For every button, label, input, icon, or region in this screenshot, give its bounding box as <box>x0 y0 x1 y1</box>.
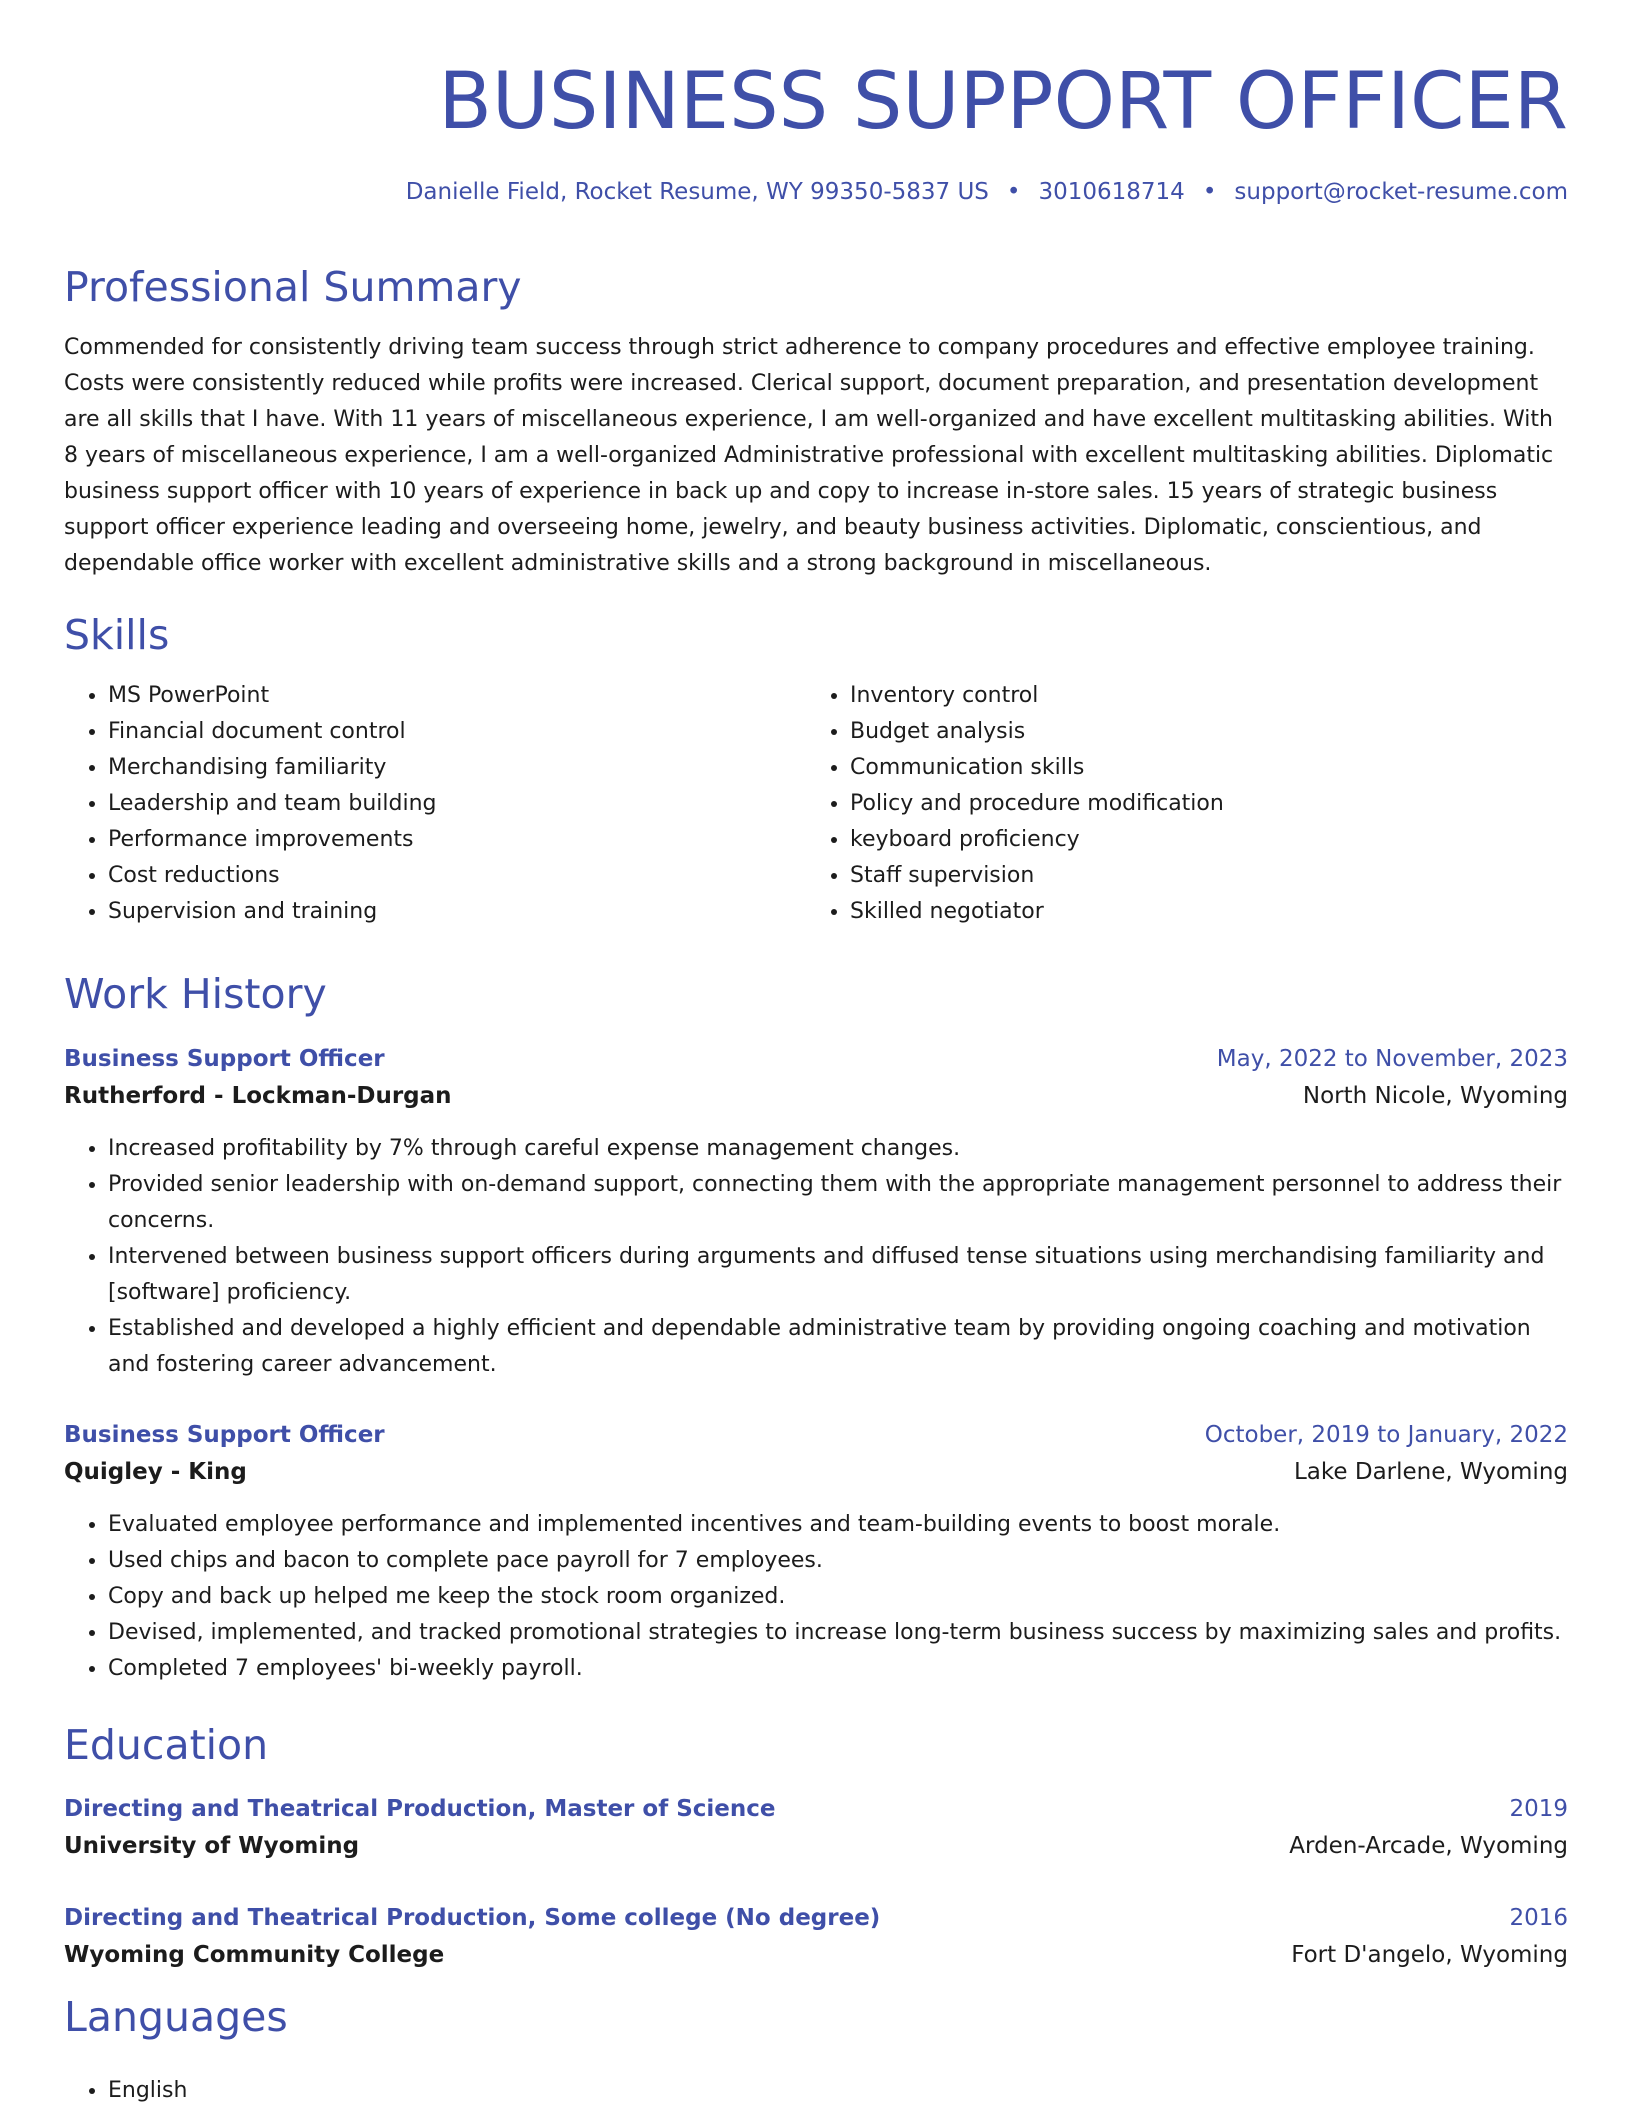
job-dates: October, 2019 to January, 2022 <box>1204 1422 1568 1448</box>
summary-heading: Professional Summary <box>64 263 522 311</box>
skill-item: • Policy and procedure modification <box>850 786 1548 822</box>
job-bullet: • Used chips and bacon to complete pace payroll for 7 employees. <box>108 1543 1568 1579</box>
education-year: 2019 <box>1509 1796 1568 1822</box>
job-title: Business Support Officer <box>64 1422 385 1448</box>
job-entry <box>64 1041 1568 1383</box>
languages-heading: Languages <box>64 1993 288 2041</box>
skill-item: • Merchandising familiarity <box>108 750 806 786</box>
job-dates: May, 2022 to November, 2023 <box>1216 1046 1568 1072</box>
education-degree: Directing and Theatrical Production, Master of Science <box>64 1796 776 1822</box>
job-bullet: • Provided senior leadership with on-demand support, connecting them with the appropriate management personnel to address their concerns. <box>108 1167 1568 1239</box>
education-location: Fort D'angelo, Wyoming <box>1291 1942 1568 1968</box>
skill-item: • keyboard proficiency <box>850 822 1548 858</box>
education-school: Wyoming Community College <box>64 1942 445 1968</box>
skill-item: • Cost reductions <box>108 858 806 894</box>
skill-item: • Performance improvements <box>108 822 806 858</box>
job-bullet: • Devised, implemented, and tracked promotional strategies to increase long-term business success by maximizing sales and profits. <box>108 1615 1568 1651</box>
language-item: • English <box>108 2073 1568 2109</box>
languages-list <box>64 2059 1568 2109</box>
education-entry <box>64 1900 1568 1974</box>
skill-item: • Budget analysis <box>850 714 1548 750</box>
contact-phone: 3010618714 <box>1038 179 1185 205</box>
job-company: Quigley - King <box>64 1459 247 1485</box>
contact-separator: • <box>1006 179 1021 205</box>
job-location: Lake Darlene, Wyoming <box>1293 1459 1568 1485</box>
job-bullet: • Established and developed a highly efficient and dependable administrative team by providing ongoing coaching and motivation and fostering career advancement. <box>108 1311 1568 1383</box>
skill-item: • Skilled negotiator <box>850 894 1548 930</box>
education-location: Arden-Arcade, Wyoming <box>1289 1833 1568 1859</box>
job-bullet: • Intervened between business support officers during arguments and diffused tense situations using merchandising familiarity and [software] proficiency. <box>108 1239 1568 1311</box>
education-school: University of Wyoming <box>64 1833 360 1859</box>
skills-column-right <box>806 678 1548 930</box>
contact-address: Danielle Field, Rocket Resume, WY 99350-5837 US <box>405 179 989 205</box>
skill-item: • Leadership and team building <box>108 786 806 822</box>
resume-title: BUSINESS SUPPORT OFFICER <box>438 57 1568 147</box>
skill-item: • Financial document control <box>108 714 806 750</box>
job-bullet: • Copy and back up helped me keep the stock room organized. <box>108 1579 1568 1615</box>
education-year: 2016 <box>1509 1905 1568 1931</box>
job-bullet: • Completed 7 employees' bi-weekly payroll. <box>108 1651 1568 1687</box>
job-bullet: • Increased profitability by 7% through careful expense management changes. <box>108 1131 1568 1167</box>
summary-text: Commended for consistently driving team success through strict adherence to company procedures and effective employee training. Costs were consistently reduced while profits were increased. Clerical support, document preparation, and presentation development are all skills that I have. With 11 years of miscellaneous experience, I am well-organized and have excellent multitasking abilities. With 8 years of miscellaneous experience, I am a well-organized Administrative professional with excellent multitasking abilities. Diplomatic business support officer with 10 years of experience in back up and copy to increase in-store sales. 15 years of strategic business support officer experience leading and overseeing home, jewelry, and beauty business activities. Diplomatic, conscientious, and dependable office worker with excellent administrative skills and a strong background in miscellaneous. <box>64 335 1554 576</box>
job-bullet: • Evaluated employee performance and implemented incentives and team-building events to boost morale. <box>108 1507 1568 1543</box>
skills-heading: Skills <box>64 611 170 659</box>
skills-grid <box>64 678 1568 930</box>
job-title: Business Support Officer <box>64 1046 385 1072</box>
contact-line <box>406 176 1568 208</box>
work-history-heading: Work History <box>64 970 327 1018</box>
skill-item: • Supervision and training <box>108 894 806 930</box>
contact-separator: • <box>1202 179 1217 205</box>
skill-item: • MS PowerPoint <box>108 678 806 714</box>
education-heading: Education <box>64 1721 269 1769</box>
skills-column-left <box>64 678 806 930</box>
education-degree: Directing and Theatrical Production, Some college (No degree) <box>64 1905 881 1931</box>
skill-item: • Staff supervision <box>850 858 1548 894</box>
job-location: North Nicole, Wyoming <box>1302 1083 1568 1109</box>
job-company: Rutherford - Lockman-Durgan <box>64 1083 452 1109</box>
skill-item: • Communication skills <box>850 750 1548 786</box>
resume-page <box>64 0 1568 2103</box>
job-entry <box>64 1417 1568 1687</box>
education-entry <box>64 1791 1568 1865</box>
skill-item: • Inventory control <box>850 678 1548 714</box>
contact-email[interactable]: support@rocket-resume.com <box>1234 179 1568 205</box>
